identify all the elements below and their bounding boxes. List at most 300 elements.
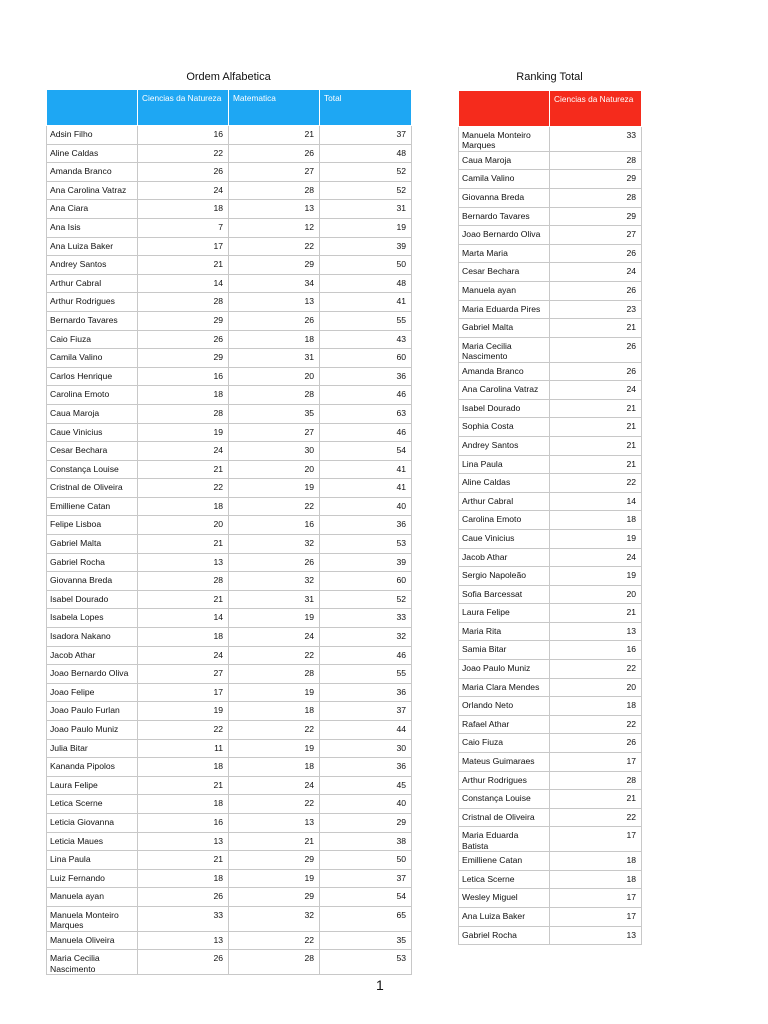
alpha-score-cell: 22 [229, 795, 320, 814]
alpha-score-cell: 28 [229, 181, 320, 200]
alpha-score-cell: 13 [138, 832, 229, 851]
alpha-score-cell: 29 [229, 888, 320, 907]
rank-student-name: Rafael Athar [459, 715, 550, 734]
rank-table-row [459, 263, 642, 282]
alpha-table-row [47, 479, 412, 498]
alpha-score-cell: 65 [320, 906, 412, 931]
alpha-score-cell: 37 [320, 869, 412, 888]
alpha-score-cell: 29 [320, 813, 412, 832]
rank-score-cell: 18 [550, 852, 642, 871]
alpha-score-cell: 38 [320, 832, 412, 851]
alpha-table-row [47, 200, 412, 219]
alpha-student-name: Leticia Giovanna [47, 813, 138, 832]
alpha-student-name: Isabel Dourado [47, 590, 138, 609]
rank-student-name: Ana Carolina Vatraz [459, 381, 550, 400]
alpha-score-cell: 33 [138, 906, 229, 931]
rank-header-row [459, 91, 642, 127]
alpha-score-cell: 19 [229, 609, 320, 628]
alpha-student-name: Caua Maroja [47, 404, 138, 423]
alpha-header-matematica: Matematica [229, 90, 320, 126]
rank-score-cell: 22 [550, 808, 642, 827]
rank-score-cell: 27 [550, 226, 642, 245]
alpha-score-cell: 44 [320, 721, 412, 740]
rank-score-cell: 26 [550, 362, 642, 381]
alpha-student-name: Isadora Nakano [47, 628, 138, 647]
alpha-table-row [47, 144, 412, 163]
rank-student-name: Andrey Santos [459, 436, 550, 455]
alpha-score-cell: 24 [229, 776, 320, 795]
alpha-score-cell: 13 [229, 813, 320, 832]
rank-student-name: Joao Paulo Muniz [459, 660, 550, 679]
alpha-table-row [47, 776, 412, 795]
alpha-score-cell: 18 [138, 386, 229, 405]
alpha-score-cell: 36 [320, 516, 412, 535]
alpha-score-cell: 27 [229, 423, 320, 442]
alpha-score-cell: 27 [229, 163, 320, 182]
alpha-score-cell: 19 [138, 423, 229, 442]
alpha-score-cell: 37 [320, 702, 412, 721]
rank-score-cell: 18 [550, 697, 642, 716]
alpha-score-cell: 37 [320, 126, 412, 145]
alpha-student-name: Kananda Pipolos [47, 758, 138, 777]
alpha-table-row [47, 163, 412, 182]
alpha-score-cell: 53 [320, 535, 412, 554]
alpha-score-cell: 32 [320, 628, 412, 647]
alpha-table-row [47, 311, 412, 330]
rank-score-cell: 29 [550, 207, 642, 226]
rank-student-name: Ana Luiza Baker [459, 908, 550, 927]
alpha-table-row [47, 181, 412, 200]
alpha-score-cell: 28 [138, 572, 229, 591]
alpha-score-cell: 24 [138, 646, 229, 665]
rank-table-row [459, 281, 642, 300]
rank-score-cell: 33 [550, 127, 642, 152]
alpha-table-row [47, 888, 412, 907]
alpha-score-cell: 22 [138, 721, 229, 740]
alpha-score-cell: 13 [229, 293, 320, 312]
rank-table-row [459, 622, 642, 641]
rank-header-ciencias: Ciencias da Natureza [550, 91, 642, 127]
alpha-table-row [47, 628, 412, 647]
alpha-table-row [47, 330, 412, 349]
alpha-student-name: Laura Felipe [47, 776, 138, 795]
alpha-score-cell: 21 [138, 535, 229, 554]
rank-table-body [459, 127, 642, 945]
alpha-table-row [47, 516, 412, 535]
rank-student-name: Cesar Bechara [459, 263, 550, 282]
alpha-student-name: Manuela Monteiro Marques [47, 906, 138, 931]
alpha-score-cell: 18 [138, 497, 229, 516]
alpha-table-row [47, 404, 412, 423]
rank-student-name: Camila Valino [459, 170, 550, 189]
alpha-score-cell: 46 [320, 386, 412, 405]
alpha-score-cell: 41 [320, 479, 412, 498]
alpha-score-cell: 55 [320, 665, 412, 684]
alpha-student-name: Emilliene Catan [47, 497, 138, 516]
alpha-score-cell: 18 [138, 795, 229, 814]
alpha-table-row [47, 646, 412, 665]
rank-table-row [459, 889, 642, 908]
rank-table-row [459, 660, 642, 679]
alpha-table-row [47, 349, 412, 368]
alpha-score-cell: 19 [138, 702, 229, 721]
rank-student-name: Constança Louise [459, 790, 550, 809]
alpha-table-row [47, 218, 412, 237]
alpha-score-cell: 22 [229, 931, 320, 950]
alpha-student-name: Manuela Oliveira [47, 931, 138, 950]
alpha-score-cell: 52 [320, 590, 412, 609]
alpha-student-name: Amanda Branco [47, 163, 138, 182]
alpha-table-row [47, 832, 412, 851]
alpha-score-cell: 32 [229, 535, 320, 554]
rank-score-cell: 26 [550, 281, 642, 300]
alpha-score-cell: 24 [229, 628, 320, 647]
alpha-score-cell: 21 [138, 776, 229, 795]
alpha-score-cell: 46 [320, 423, 412, 442]
alpha-student-name: Joao Paulo Furlan [47, 702, 138, 721]
rank-table-row [459, 604, 642, 623]
alpha-table-body [47, 126, 412, 975]
alpha-student-name: Caue Vinicius [47, 423, 138, 442]
alpha-score-cell: 41 [320, 293, 412, 312]
alpha-student-name: Jacob Athar [47, 646, 138, 665]
alpha-table [46, 89, 412, 975]
alpha-score-cell: 11 [138, 739, 229, 758]
alpha-score-cell: 32 [229, 906, 320, 931]
rank-table-row [459, 474, 642, 493]
rank-table-row [459, 734, 642, 753]
alpha-score-cell: 19 [229, 739, 320, 758]
rank-student-name: Gabriel Malta [459, 319, 550, 338]
rank-table-row [459, 151, 642, 170]
alpha-score-cell: 39 [320, 237, 412, 256]
rank-score-cell: 26 [550, 244, 642, 263]
rank-student-name: Maria Eduarda Batista [459, 827, 550, 852]
alpha-table-row [47, 367, 412, 386]
rank-score-cell: 28 [550, 771, 642, 790]
alpha-score-cell: 16 [229, 516, 320, 535]
rank-table-row [459, 244, 642, 263]
alpha-score-cell: 14 [138, 609, 229, 628]
alpha-score-cell: 20 [229, 460, 320, 479]
alpha-table-row [47, 931, 412, 950]
rank-student-name: Bernardo Tavares [459, 207, 550, 226]
alpha-score-cell: 27 [138, 665, 229, 684]
alpha-student-name: Gabriel Rocha [47, 553, 138, 572]
alpha-score-cell: 45 [320, 776, 412, 795]
rank-table-row [459, 753, 642, 772]
rank-score-cell: 20 [550, 585, 642, 604]
rank-score-cell: 22 [550, 715, 642, 734]
rank-student-name: Manuela Monteiro Marques [459, 127, 550, 152]
alpha-score-cell: 17 [138, 237, 229, 256]
alpha-score-cell: 50 [320, 851, 412, 870]
rank-student-name: Sophia Costa [459, 418, 550, 437]
alpha-score-cell: 13 [138, 553, 229, 572]
rank-table-row [459, 715, 642, 734]
alpha-score-cell: 24 [138, 442, 229, 461]
rank-table-row [459, 207, 642, 226]
rank-table-row [459, 529, 642, 548]
alpha-score-cell: 18 [138, 200, 229, 219]
alpha-score-cell: 26 [229, 144, 320, 163]
alpha-score-cell: 18 [229, 758, 320, 777]
alpha-student-name: Letica Scerne [47, 795, 138, 814]
alpha-student-name: Cesar Bechara [47, 442, 138, 461]
alpha-score-cell: 26 [229, 553, 320, 572]
rank-score-cell: 17 [550, 753, 642, 772]
alpha-score-cell: 18 [229, 702, 320, 721]
alpha-score-cell: 19 [320, 218, 412, 237]
alpha-score-cell: 12 [229, 218, 320, 237]
rank-score-cell: 21 [550, 455, 642, 474]
rank-score-cell: 18 [550, 511, 642, 530]
rank-student-name: Maria Clara Mendes [459, 678, 550, 697]
rank-student-name: Amanda Branco [459, 362, 550, 381]
alpha-student-name: Arthur Rodrigues [47, 293, 138, 312]
alpha-score-cell: 22 [138, 479, 229, 498]
alpha-score-cell: 26 [138, 163, 229, 182]
alpha-student-name: Carolina Emoto [47, 386, 138, 405]
alpha-score-cell: 60 [320, 572, 412, 591]
alpha-score-cell: 21 [229, 126, 320, 145]
rank-score-cell: 23 [550, 300, 642, 319]
alpha-student-name: Luiz Fernando [47, 869, 138, 888]
alpha-score-cell: 16 [138, 367, 229, 386]
alpha-score-cell: 18 [138, 628, 229, 647]
alpha-score-cell: 17 [138, 683, 229, 702]
alpha-table-row [47, 609, 412, 628]
rank-score-cell: 20 [550, 678, 642, 697]
alpha-score-cell: 21 [229, 832, 320, 851]
rank-student-name: Arthur Cabral [459, 492, 550, 511]
rank-score-cell: 22 [550, 660, 642, 679]
rank-score-cell: 21 [550, 790, 642, 809]
alpha-table-row [47, 683, 412, 702]
rank-table-row [459, 567, 642, 586]
alpha-table-row [47, 702, 412, 721]
alpha-score-cell: 28 [229, 665, 320, 684]
rank-student-name: Emilliene Catan [459, 852, 550, 871]
alpha-score-cell: 36 [320, 758, 412, 777]
rank-score-cell: 24 [550, 381, 642, 400]
rank-table-row [459, 189, 642, 208]
alpha-score-cell: 13 [138, 931, 229, 950]
alpha-score-cell: 60 [320, 349, 412, 368]
alpha-table-row [47, 553, 412, 572]
alpha-score-cell: 13 [229, 200, 320, 219]
rank-student-name: Manuela ayan [459, 281, 550, 300]
alpha-score-cell: 54 [320, 888, 412, 907]
rank-student-name: Gabriel Rocha [459, 926, 550, 945]
alpha-student-name: Aline Caldas [47, 144, 138, 163]
alpha-score-cell: 31 [320, 200, 412, 219]
alpha-student-name: Caio Fiuza [47, 330, 138, 349]
rank-student-name: Lina Paula [459, 455, 550, 474]
rank-student-name: Marta Maria [459, 244, 550, 263]
rank-score-cell: 24 [550, 263, 642, 282]
rank-header-name [459, 91, 550, 127]
alpha-score-cell: 18 [229, 330, 320, 349]
alpha-table-row [47, 386, 412, 405]
rank-student-name: Sofia Barcessat [459, 585, 550, 604]
alpha-student-name: Cristnal de Oliveira [47, 479, 138, 498]
alpha-score-cell: 20 [229, 367, 320, 386]
rank-table-row [459, 697, 642, 716]
alpha-student-name: Constança Louise [47, 460, 138, 479]
alpha-score-cell: 21 [138, 590, 229, 609]
alpha-score-cell: 29 [138, 311, 229, 330]
rank-student-name: Samia Bitar [459, 641, 550, 660]
alpha-score-cell: 29 [138, 349, 229, 368]
rank-student-name: Sergio Napoleão [459, 567, 550, 586]
page-number: 1 [376, 977, 384, 993]
alpha-student-name: Manuela ayan [47, 888, 138, 907]
rank-table-row [459, 418, 642, 437]
alpha-score-cell: 41 [320, 460, 412, 479]
rank-student-name: Caio Fiuza [459, 734, 550, 753]
rank-student-name: Joao Bernardo Oliva [459, 226, 550, 245]
alpha-score-cell: 43 [320, 330, 412, 349]
alpha-student-name: Camila Valino [47, 349, 138, 368]
alpha-student-name: Ana Luiza Baker [47, 237, 138, 256]
alpha-student-name: Arthur Cabral [47, 274, 138, 293]
rank-table-row [459, 170, 642, 189]
alpha-score-cell: 32 [229, 572, 320, 591]
alpha-score-cell: 19 [229, 683, 320, 702]
alpha-table-row [47, 665, 412, 684]
alpha-score-cell: 22 [229, 646, 320, 665]
rank-table-row [459, 399, 642, 418]
alpha-score-cell: 18 [138, 869, 229, 888]
alpha-student-name: Giovanna Breda [47, 572, 138, 591]
alpha-score-cell: 31 [229, 590, 320, 609]
alpha-score-cell: 21 [138, 256, 229, 275]
rank-score-cell: 17 [550, 908, 642, 927]
alpha-student-name: Ana Isis [47, 218, 138, 237]
rank-table-row [459, 641, 642, 660]
rank-student-name: Letica Scerne [459, 870, 550, 889]
alpha-student-name: Bernardo Tavares [47, 311, 138, 330]
rank-table-row [459, 870, 642, 889]
rank-score-cell: 21 [550, 399, 642, 418]
alpha-score-cell: 19 [229, 869, 320, 888]
alpha-table-row [47, 535, 412, 554]
rank-table-row [459, 852, 642, 871]
alpha-table-title: Ordem Alfabetica [186, 71, 271, 83]
rank-table-row [459, 827, 642, 852]
rank-table-title: Ranking Total [516, 71, 583, 83]
alpha-score-cell: 28 [138, 404, 229, 423]
alpha-score-cell: 35 [229, 404, 320, 423]
alpha-table-row [47, 256, 412, 275]
alpha-header-row [47, 90, 412, 126]
rank-table-row [459, 337, 642, 362]
alpha-score-cell: 19 [229, 479, 320, 498]
alpha-score-cell: 30 [229, 442, 320, 461]
rank-student-name: Giovanna Breda [459, 189, 550, 208]
rank-student-name: Laura Felipe [459, 604, 550, 623]
alpha-table-row [47, 274, 412, 293]
rank-table-row [459, 381, 642, 400]
rank-table-row [459, 771, 642, 790]
alpha-student-name: Joao Bernardo Oliva [47, 665, 138, 684]
rank-student-name: Cristnal de Oliveira [459, 808, 550, 827]
alpha-score-cell: 33 [320, 609, 412, 628]
alpha-score-cell: 36 [320, 683, 412, 702]
alpha-score-cell: 24 [138, 181, 229, 200]
alpha-student-name: Joao Paulo Muniz [47, 721, 138, 740]
rank-score-cell: 21 [550, 604, 642, 623]
rank-score-cell: 13 [550, 926, 642, 945]
alpha-score-cell: 31 [229, 349, 320, 368]
alpha-table-row [47, 590, 412, 609]
alpha-score-cell: 52 [320, 163, 412, 182]
alpha-student-name: Felipe Lisboa [47, 516, 138, 535]
alpha-score-cell: 26 [229, 311, 320, 330]
alpha-table-row [47, 126, 412, 145]
rank-student-name: Arthur Rodrigues [459, 771, 550, 790]
rank-table-row [459, 908, 642, 927]
alpha-student-name: Lina Paula [47, 851, 138, 870]
alpha-score-cell: 16 [138, 126, 229, 145]
rank-score-cell: 29 [550, 170, 642, 189]
alpha-table-row [47, 739, 412, 758]
alpha-score-cell: 14 [138, 274, 229, 293]
alpha-header-total: Total [320, 90, 412, 126]
alpha-table-row [47, 442, 412, 461]
alpha-table-row [47, 423, 412, 442]
alpha-header-ciencias: Ciencias da Natureza [138, 90, 229, 126]
alpha-score-cell: 21 [138, 460, 229, 479]
alpha-score-cell: 28 [138, 293, 229, 312]
rank-table-row [459, 511, 642, 530]
alpha-score-cell: 46 [320, 646, 412, 665]
rank-table-row [459, 790, 642, 809]
rank-student-name: Maria Eduarda Pires [459, 300, 550, 319]
rank-student-name: Caue Vinicius [459, 529, 550, 548]
alpha-score-cell: 26 [138, 888, 229, 907]
alpha-table-row [47, 758, 412, 777]
rank-score-cell: 19 [550, 567, 642, 586]
alpha-score-cell: 28 [229, 950, 320, 975]
alpha-score-cell: 30 [320, 739, 412, 758]
rank-table-row [459, 808, 642, 827]
alpha-header-name [47, 90, 138, 126]
alpha-score-cell: 20 [138, 516, 229, 535]
rank-score-cell: 18 [550, 870, 642, 889]
alpha-score-cell: 22 [138, 144, 229, 163]
rank-score-cell: 22 [550, 474, 642, 493]
rank-table-row [459, 678, 642, 697]
alpha-score-cell: 18 [138, 758, 229, 777]
rank-table-row [459, 127, 642, 152]
rank-table-row [459, 300, 642, 319]
rank-student-name: Caua Maroja [459, 151, 550, 170]
rank-table-row [459, 548, 642, 567]
alpha-table-row [47, 869, 412, 888]
alpha-table-row [47, 721, 412, 740]
rank-student-name: Maria Rita [459, 622, 550, 641]
rank-table-row [459, 492, 642, 511]
rank-score-cell: 17 [550, 889, 642, 908]
rank-table-row [459, 362, 642, 381]
alpha-student-name: Julia Bitar [47, 739, 138, 758]
alpha-score-cell: 54 [320, 442, 412, 461]
alpha-student-name: Ana Ciara [47, 200, 138, 219]
rank-score-cell: 28 [550, 189, 642, 208]
alpha-score-cell: 29 [229, 256, 320, 275]
